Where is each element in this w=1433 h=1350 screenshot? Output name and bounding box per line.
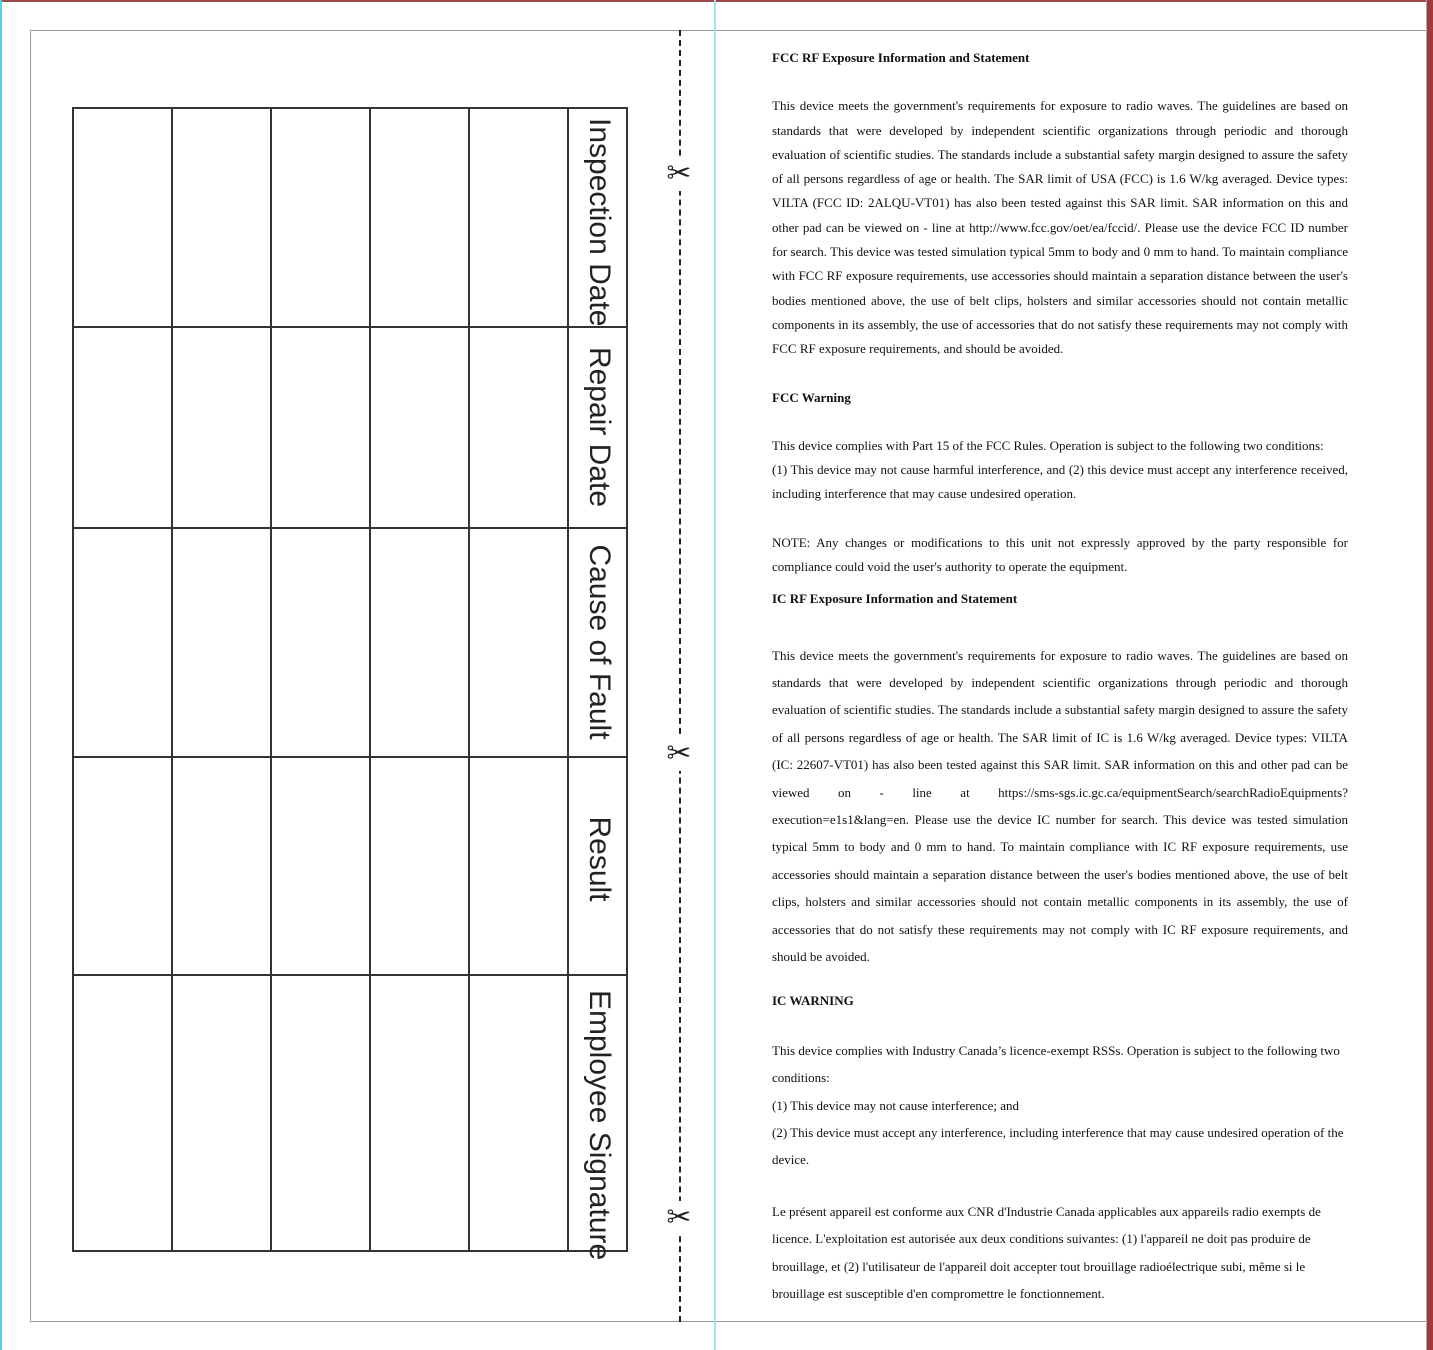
- column-header-repair-date: [569, 328, 629, 527]
- ic-warning-line1: This device complies with Industry Canada’s licence-exempt RSSs. Operation is subject to the following two conditions:: [772, 1042, 1340, 1086]
- cut-line: [679, 30, 681, 1322]
- scissors-icon: ✂: [662, 157, 696, 191]
- column-header-label: Repair Date: [583, 346, 616, 508]
- top-border: [0, 0, 1433, 2]
- center-guide-line: [714, 0, 716, 1350]
- regulatory-statements: [772, 46, 1348, 1307]
- scissors-icon: ✂: [662, 1201, 696, 1235]
- scissors-icon: ✂: [662, 737, 696, 771]
- table-column-divider: [369, 109, 371, 1250]
- fcc-warning-line1: This device complies with Part 15 of the FCC Rules. Operation is subject to the following two conditions:: [772, 437, 1324, 453]
- table-row-divider: [74, 326, 626, 328]
- fcc-rf-title: FCC RF Exposure Information and Statement: [772, 50, 1030, 65]
- table-column-divider: [270, 109, 272, 1250]
- table-column-divider: [468, 109, 470, 1250]
- column-header-label: Cause of Fault: [583, 544, 616, 740]
- ic-warning-line2: (1) This device may not cause interference; and: [772, 1097, 1020, 1113]
- column-header-label: Result: [583, 816, 616, 902]
- column-header-label: Employee Signature: [583, 990, 616, 1261]
- table-row-divider: [74, 527, 626, 529]
- table-column-divider: [171, 109, 173, 1250]
- fcc-warning-line2: (1) This device may not cause harmful interference, and (2) this device must accept any interference received, including interference that may cause undesired operation.: [772, 462, 1348, 502]
- ic-rf-body: This device meets the government's requirements for exposure to radio waves. The guidelines are based on standards that were developed by independent scientific organizations through periodic and thorough evaluation of scientific studies. The standards include a substantial safety margin designed to assure the safety of all persons regardless of age or health. The SAR limit of IC is 1.6 W/kg averaged. Device types: VILTA (IC: 22607-VT01) has also been tested against this SAR limit. SAR information on this and other pad can be viewed on - line at https://sms-sgs.ic.gc.ca/equipmentSearch/searchRadioEquipments?execution=e1s1&lang=en. Please use the device IC number for search. This device was tested simulation typical 5mm to body and 0 mm to hand. To maintain compliance with IC RF exposure requirements, use accessories should maintain a separation distance between the user's bodies mentioned above, the use of belt clips, holsters and similar accessories should not contain metallic components in its assembly, the use of accessories that do not satisfy these requirements may not comply with IC RF exposure requirements, and should be avoided.: [772, 647, 1348, 965]
- column-header-label: Inspection Date: [583, 118, 616, 327]
- column-header-employee-signature: [569, 976, 629, 1261]
- ic-warning-line3: (2) This device must accept any interference, including interference that may cause undesired operation of the device.: [772, 1125, 1344, 1168]
- table-row-divider: [74, 756, 626, 758]
- ic-warning-french: Le présent appareil est conforme aux CNR d'Industrie Canada applicables aux appareils radio exempts de licence. L'exploitation est autorisée aux deux conditions suivantes: (1) l'appareil ne doit pas produire de brouillage, et (2) l'utilisateur de l'appareil doit accepter tout brouillage radioélectrique subi, même si le brouillage est susceptible d'en compromettre le fonctionnement.: [772, 1203, 1321, 1302]
- column-header-cause-of-fault: [569, 529, 629, 756]
- table-row-divider: [74, 974, 626, 976]
- ic-rf-title: IC RF Exposure Information and Statement: [772, 591, 1018, 607]
- inspection-log-table: [72, 107, 628, 1261]
- fcc-warning-title: FCC Warning: [772, 389, 851, 405]
- fcc-note: NOTE: Any changes or modifications to this unit not expressly approved by the party responsible for compliance could void the user's authority to operate the equipment.: [772, 534, 1348, 575]
- right-edge-bar: [1427, 0, 1433, 1350]
- ic-warning-title: IC WARNING: [772, 992, 854, 1008]
- fcc-rf-body: This device meets the government's requirements for exposure to radio waves. The guidelines are based on standards that were developed by independent scientific organizations through periodic and thorough evaluation of scientific studies. The standards include a substantial safety margin designed to assure the safety of all persons regardless of age or health. The SAR limit of USA (FCC) is 1.6 W/kg averaged. Device types: VILTA (FCC ID: 2ALQU-VT01) has also been tested against this SAR limit. SAR information on this and other pad can be viewed on - line at http://www.fcc.gov/oet/ea/fccid/. Please use the device FCC ID number for search. This device was tested simulation typical 5mm to body and 0 mm to hand. To maintain compliance with FCC RF exposure requirements, use accessories should maintain a separation distance between the user's bodies mentioned above, the use of belt clips, holsters and similar accessories should not contain metallic components in its assembly, the use of accessories that do not satisfy these requirements may not comply with FCC RF exposure requirements, and should be avoided.: [772, 98, 1348, 357]
- column-header-result: [569, 758, 629, 974]
- column-header-inspection-date: [569, 109, 629, 326]
- left-guide-line: [0, 0, 2, 1350]
